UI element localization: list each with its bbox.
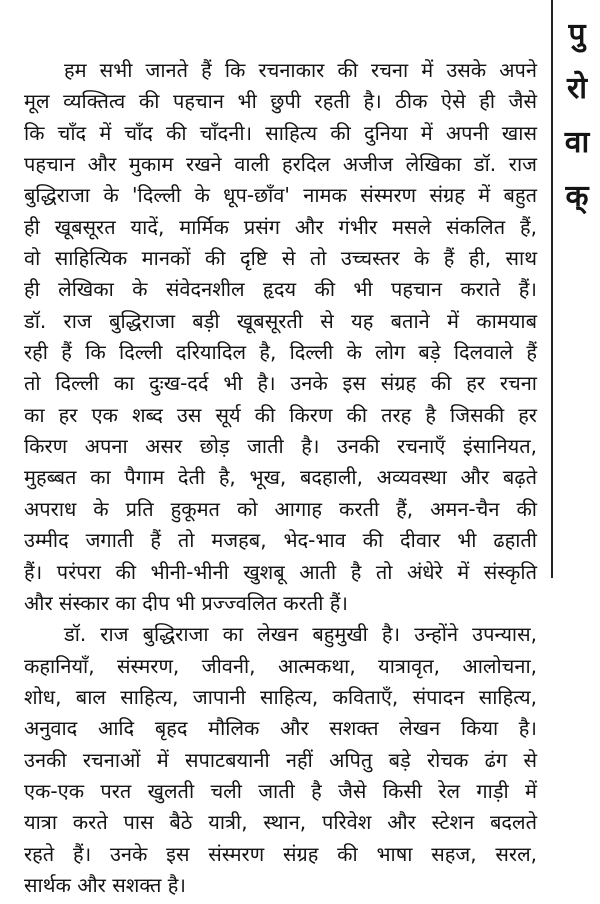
paragraph-2	[24, 619, 537, 901]
text-line: का हर एक शब्द उस सूर्य की किरण की तरह है जिसकी हर	[24, 402, 537, 427]
text-line: अनुवाद आदि बृहद मौलिक और सशक्त लेखन किया है।	[24, 716, 537, 741]
text-line: हम सभी जानते हैं कि रचनाकार की रचना में उसके अपने	[64, 58, 537, 82]
text-line: कि चाँद में चाँद की चाँदनी। साहित्य की दुनिया में अपनी खास	[24, 120, 537, 145]
text-line: उनकी रचनाओं में सपाटबयानी नहीं अपितु बड़े रोचक ढंग से	[24, 747, 537, 772]
text-line: डॉ. राज बुद्धिराजा का लेखन बहुमुखी है। उन्होंने उपन्यास,	[64, 622, 537, 647]
text-line: उम्मीद जगाती हैं तो मजहब, भेद-भाव की दीवार भी ढहाती	[24, 528, 537, 553]
vertical-divider-rule	[551, 0, 553, 578]
text-line: ही लेखिका के संवेदनशील हृदय की भी पहचान कराते हैं।	[24, 277, 537, 302]
body-text	[24, 55, 537, 901]
paragraph-1	[24, 55, 537, 619]
side-heading-char: क्	[565, 179, 589, 214]
text-line: ही खूबसूरत यादें, मार्मिक प्रसंग और गंभीर मसले संकलित हैं,	[24, 214, 537, 239]
text-line: सार्थक और सशक्त है।	[24, 872, 186, 897]
text-line: यात्रा करते पास बैठे यात्री, स्थान, परिवेश और स्टेशन बदलते	[24, 810, 537, 835]
text-line: एक-एक परत खुलती चली जाती है जैसे किसी रेल गाड़ी में	[24, 778, 537, 803]
text-line: रहते हैं। उनके इस संस्मरण संग्रह की भाषा सहज, सरल,	[24, 841, 537, 866]
text-line: रही हैं कि दिल्ली दरियादिल है, दिल्ली के लोग बड़े दिलवाले हैं	[24, 340, 537, 365]
text-line: अपराध के प्रति हुकूमत को आगाह करती हैं, अमन-चैन की	[24, 496, 537, 521]
text-line: मुहब्बत का पैगाम देती है, भूख, बदहाली, अव्यवस्था और बढ़ते	[24, 465, 537, 490]
text-line: पहचान और मुकाम रखने वाली हरदिल अजीज लेखिका डॉ. राज	[24, 152, 537, 177]
side-heading-char: रो	[566, 71, 588, 106]
text-line: डॉ. राज बुद्धिराजा बड़ी खूबसूरती से यह बताने में कामयाब	[24, 308, 537, 333]
text-line: और संस्कार का दीप भी प्रज्ज्वलित करती हैं।	[24, 590, 348, 615]
text-line: तो दिल्ली का दुःख-दर्द भी है। उनके इस संग्रह की हर रचना	[24, 371, 537, 396]
text-line: मूल व्यक्तित्व की पहचान भी छुपी रहती है। ठीक ऐसे ही जैसे	[24, 89, 537, 114]
text-line: बुद्धिराजा के 'दिल्ली के धूप-छाँव' नामक संस्मरण संग्रह में बहुत	[24, 183, 537, 208]
text-line: हैं। परंपरा की भीनी-भीनी खुशबू आती है तो अंधेरे में संस्कृति	[24, 559, 537, 584]
text-line: किरण अपना असर छोड़ जाती है। उनकी रचनाएँ इंसानियत,	[24, 434, 537, 459]
side-heading	[557, 8, 597, 224]
side-heading-char: पु	[568, 17, 586, 52]
text-line: शोध, बाल साहित्य, जापानी साहित्य, कविताएँ, संपादन साहित्य,	[24, 684, 537, 709]
text-line: वो साहित्यिक मानकों की दृष्टि से तो उच्चस्तर के हैं ही, साथ	[24, 246, 537, 271]
side-heading-char: वा	[564, 125, 590, 160]
text-line: कहानियाँ, संस्मरण, जीवनी, आत्मकथा, यात्रावृत, आलोचना,	[24, 653, 537, 678]
